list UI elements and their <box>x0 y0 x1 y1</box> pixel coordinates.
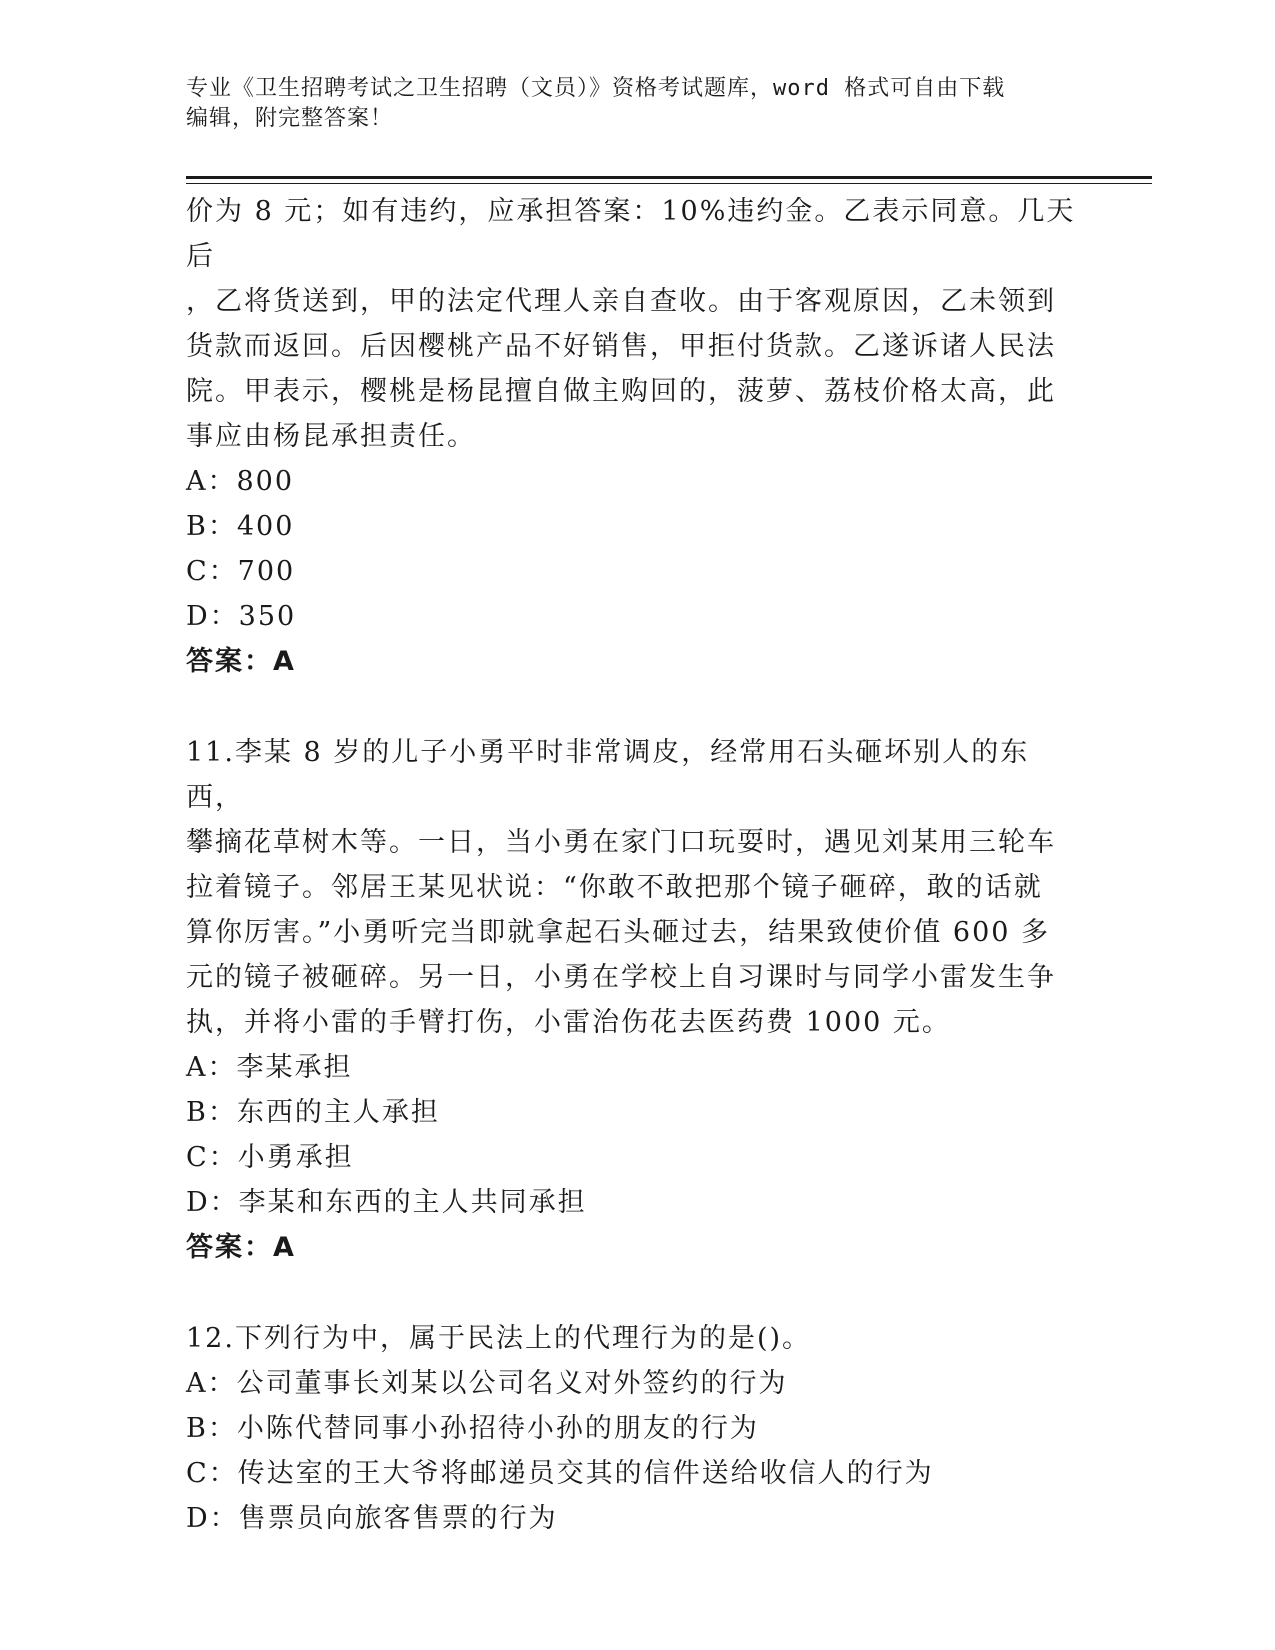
question-text-line: ，乙将货送到，甲的法定代理人亲自查收。由于客观原因，乙未领到 <box>186 286 1056 317</box>
option-c: C：700 <box>186 556 296 587</box>
page-header <box>186 74 1086 134</box>
header-rule-thin <box>186 183 1152 184</box>
question-text-line: 执，并将小雷的手臂打伤，小雷治伤花去医药费 1000 元。 <box>186 1007 951 1038</box>
header-rule-thick <box>186 176 1152 179</box>
option-b: B：400 <box>186 511 295 542</box>
option-b: B：东西的主人承担 <box>186 1097 440 1128</box>
question-text-line: 院。甲表示，樱桃是杨昆擅自做主购回的，菠萝、荔枝价格太高，此 <box>186 376 1056 407</box>
question-11 <box>186 730 1086 1270</box>
option-b: B：小陈代替同事小孙招待小孙的朋友的行为 <box>186 1413 759 1444</box>
option-d: D：350 <box>186 601 297 632</box>
question-spacer <box>186 684 1086 730</box>
option-a: A：李某承担 <box>186 1052 353 1083</box>
option-c: C：小勇承担 <box>186 1142 354 1173</box>
question-text-line: 元的镜子被砸碎。另一日，小勇在学校上自习课时与同学小雷发生争 <box>186 962 1056 993</box>
question-text-line: 11.李某 8 岁的儿子小勇平时非常调皮，经常用石头砸坏别人的东西， <box>186 737 1030 813</box>
question-text-line: 12.下列行为中，属于民法上的代理行为的是()。 <box>186 1323 812 1354</box>
option-a: A：公司董事长刘某以公司名义对外签约的行为 <box>186 1368 788 1399</box>
question-12 <box>186 1316 1086 1541</box>
option-d: D：售票员向旅客售票的行为 <box>186 1503 558 1534</box>
option-a: A：800 <box>186 466 295 497</box>
question-text-line: 攀摘花草树木等。一日，当小勇在家门口玩耍时，遇见刘某用三轮车 <box>186 827 1056 858</box>
question-text-line: 货款而返回。后因樱桃产品不好销售，甲拒付货款。乙遂诉诸人民法 <box>186 331 1056 362</box>
question-10 <box>186 189 1086 684</box>
question-text-line: 算你厉害。”小勇听完当即就拿起石头砸过去，结果致使价值 600 多 <box>186 917 1051 948</box>
header-line-1: 专业《卫生招聘考试之卫生招聘（文员）》资格考试题库，word 格式可自由下载 <box>186 76 1006 101</box>
option-d: D：李某和东西的主人共同承担 <box>186 1187 587 1218</box>
document-body <box>186 189 1086 1541</box>
question-text-line: 价为 8 元；如有违约，应承担答案：10%违约金。乙表示同意。几天后 <box>186 196 1076 272</box>
question-text-line: 事应由杨昆承担责任。 <box>186 421 476 452</box>
answer-line: 答案：A <box>186 1232 296 1263</box>
question-spacer <box>186 1270 1086 1316</box>
option-c: C：传达室的王大爷将邮递员交其的信件送给收信人的行为 <box>186 1458 934 1489</box>
header-line-2: 编辑，附完整答案！ <box>186 106 394 131</box>
answer-line: 答案：A <box>186 646 296 677</box>
question-text-line: 拉着镜子。邻居王某见状说：“你敢不敢把那个镜子砸碎，敢的话就 <box>186 872 1043 903</box>
